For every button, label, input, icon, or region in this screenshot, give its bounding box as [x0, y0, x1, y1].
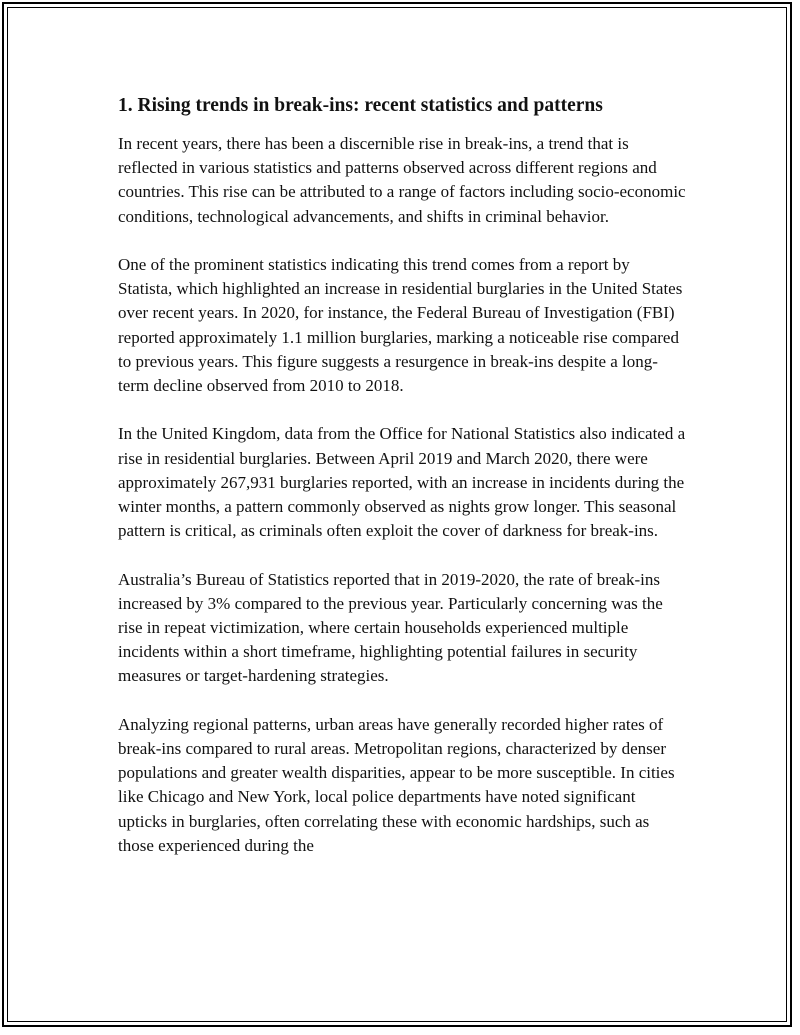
- paragraph-regional-patterns: Analyzing regional patterns, urban areas have generally recorded higher rates of break-ins compared to rural areas. Metropolitan regions, characterized by denser populations and greater wealth disparities, appear to be more susceptible. In cities like Chicago and New York, local police departments have noted significant upticks in burglaries, often correlating these with economic hardships, such as those experienced during the: [118, 714, 675, 855]
- paragraph-australia: Australia’s Bureau of Statistics reported that in 2019-2020, the rate of break-ins increased by 3% compared to the previous year. Particularly concerning was the rise in repeat victimization, where certain households experienced multiple incidents within a short timeframe, highlighting potential failures in security measures or target-hardening strategies.: [118, 569, 663, 686]
- paragraph-intro: In recent years, there has been a discernible rise in break-ins, a trend that is reflected in various statistics and patterns observed across different regions and countries. This rise can be attributed to a range of factors including socio-economic conditions, technological advancements, and shifts in criminal behavior.: [118, 134, 686, 226]
- document-body: [118, 92, 688, 882]
- paragraph-united-states: One of the prominent statistics indicating this trend comes from a report by Statista, which highlighted an increase in residential burglaries in the United States over recent years. In 2020, for instance, the Federal Bureau of Investigation (FBI) reported approximately 1.1 million burglaries, marking a noticeable rise compared to previous years. This figure suggests a resurgence in break-ins despite a long-term decline observed from 2010 to 2018.: [118, 255, 683, 396]
- paragraph-united-kingdom: In the United Kingdom, data from the Office for National Statistics also indicated a rise in residential burglaries. Between April 2019 and March 2020, there were approximately 267,931 burglaries reported, with an increase in incidents during the winter months, a pattern commonly observed as nights grow longer. This seasonal pattern is critical, as criminals often exploit the cover of darkness for break-ins.: [118, 424, 686, 541]
- section-heading: 1. Rising trends in break-ins: recent statistics and patterns: [118, 95, 603, 116]
